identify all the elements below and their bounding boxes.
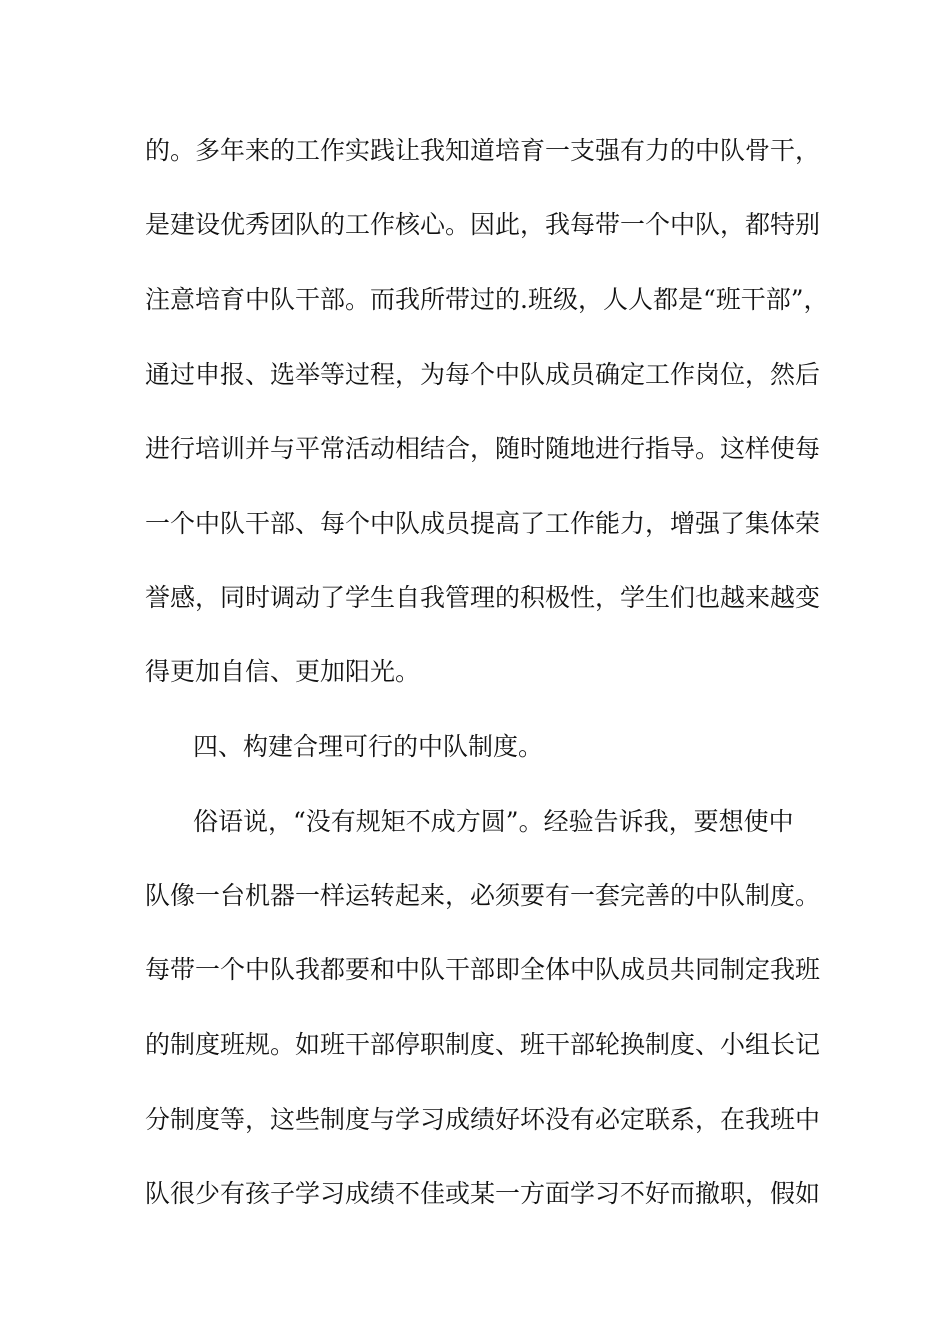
text-line: 的制度班规。如班干部停职制度、班干部轮换制度、小组长记	[145, 1030, 821, 1059]
text-line: 俗语说，“没有规矩不成方圆”。经验告诉我，要想使中	[193, 807, 794, 836]
text-line: 的。多年来的工作实践让我知道培育一支强有力的中队骨干，	[145, 136, 821, 165]
text-line: 每带一个中队我都要和中队干部即全体中队成员共同制定我班	[145, 955, 821, 984]
text-line: 队很少有孩子学习成绩不佳或某一方面学习不好而撤职，假如	[145, 1179, 821, 1208]
text-line: 注意培育中队干部。而我所带过的.班级，人人都是“班干部”，	[145, 285, 829, 314]
section-heading: 四、构建合理可行的中队制度。	[193, 732, 544, 761]
text-line: 誉感，同时调动了学生自我管理的积极性，学生们也越来越变	[145, 583, 821, 612]
text-line: 一个中队干部、每个中队成员提高了工作能力，增强了集体荣	[145, 509, 821, 538]
text-line: 分制度等，这些制度与学习成绩好坏没有必定联系，在我班中	[145, 1105, 821, 1134]
text-line: 得更加自信、更加阳光。	[145, 657, 421, 686]
text-line: 是建设优秀团队的工作核心。因此，我每带一个中队，都特别	[145, 210, 821, 239]
text-line: 进行培训并与平常活动相结合，随时随地进行指导。这样使每	[145, 434, 821, 463]
text-line: 通过申报、选举等过程，为每个中队成员确定工作岗位，然后	[145, 360, 821, 389]
text-line: 队像一台机器一样运转起来，必须要有一套完善的中队制度。	[145, 881, 821, 910]
